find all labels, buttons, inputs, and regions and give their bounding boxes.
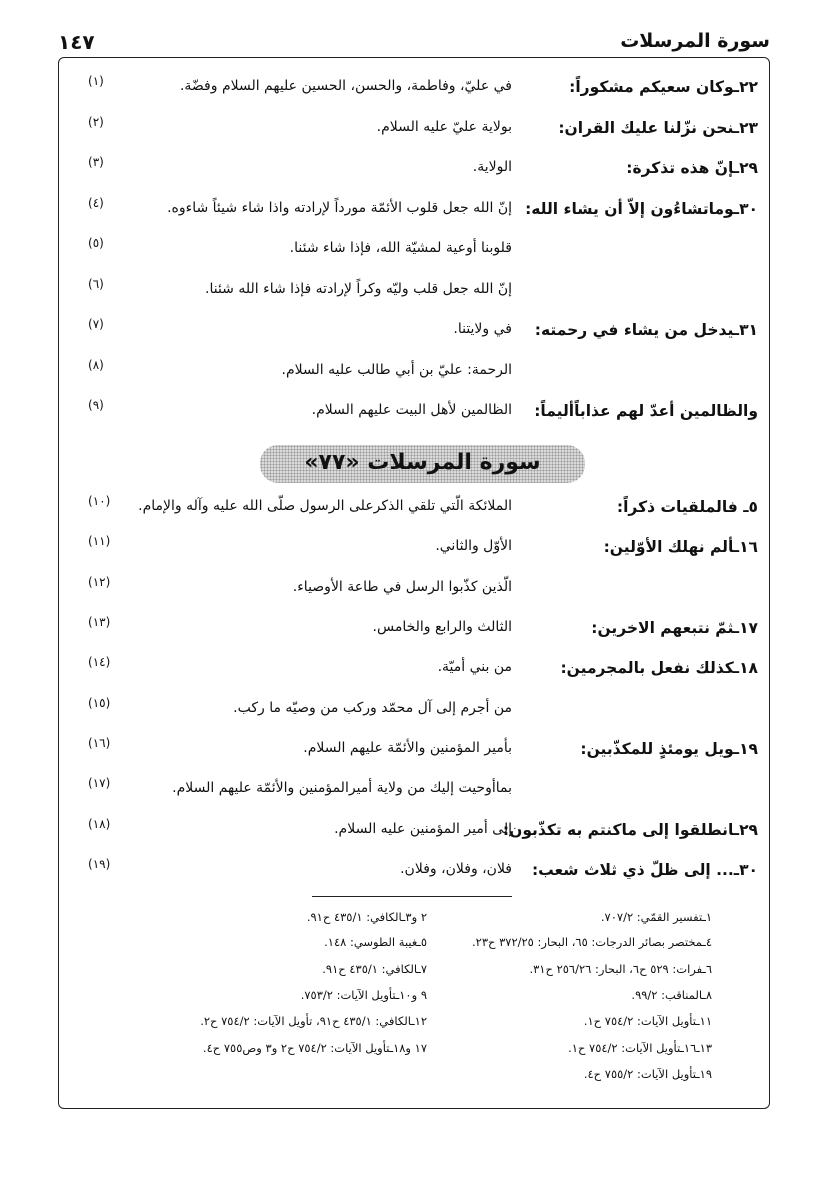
footnote-ref: (١٦) [88,736,111,750]
verse-label: ١٨ـكذلك نفعل بالمجرمين: [560,659,758,677]
footnote: ٧ـالكافي: ٤٣٥/١ ح٩١. [322,962,427,976]
table-row [58,732,770,768]
table-row [58,611,770,647]
footnote-ref: (٦) [88,277,104,291]
footnote-ref: (١٨) [88,817,111,831]
footnote-ref: (٣) [88,155,104,169]
table-row [58,273,770,309]
footnote-ref: (٧) [88,317,104,331]
table-row [58,232,770,268]
page-title: سورة المرسلات [620,30,770,52]
footnote-ref: (٢) [88,115,104,129]
table-row [58,111,770,147]
surah-title: سورة المرسلات «٧٧» [304,450,541,475]
verse-commentary: إلى أمير المؤمنين عليه السلام. [334,821,512,837]
verse-label: ٣٠ـ... إلى ظلّ ذي ثلاث شعب: [531,861,758,879]
footnote-ref: (١٧) [88,776,111,790]
footnote-ref: (١٣) [88,615,111,629]
verse-commentary: إنّ الله جعل قلب وليّه وكراً لإرادته فإذا شاء الله شئنا. [205,281,512,297]
footnote: ١٩ـتأويل الآيات: ٧٥٥/٢ ح٤. [583,1067,712,1081]
page-number: ١٤٧ [58,30,95,54]
table-row [58,313,770,349]
verse-label: ٢٩ـانطلقوا إلى ماكنتم به تكذّبون: [502,821,758,839]
table-row [58,692,770,728]
verse-label: ١٧ـثمّ نتبعهم الاخرين: [591,619,758,637]
table-row [58,394,770,430]
verse-commentary: من بني أميّة. [437,659,512,675]
verse-commentary: من أجرم إلى آل محمّد وركب من وصيّه ما ركب. [233,700,512,716]
footnote: ١٢ـالكافي: ٤٣٥/١ ح٩١، تأويل الآيات: ٧٥٤/٢ ح٢. [200,1014,427,1028]
footnote-ref: (١٩) [88,857,111,871]
footnote: ٨ـالمناقب: ٩٩/٢. [631,988,712,1002]
table-row [58,772,770,808]
footnote: ٦ـفرات: ٥٢٩ ح٦، البحار: ٢٥٦/٢٦ ح٣١. [529,962,712,976]
verse-commentary: الأوّل والثاني. [435,538,512,554]
footnote: ٩ و١٠ـتأويل الآيات: ٧٥٣/٢. [300,988,427,1002]
verse-commentary: فلان، وفلان، وفلان. [400,861,512,877]
verse-commentary: قلوبنا أوعية لمشيّة الله، فإذا شاء شئنا. [289,240,512,256]
verse-label: ١٦ـألم نهلك الأوّلين: [603,538,758,556]
footnote-ref: (١١) [88,534,111,548]
verse-commentary: بأمير المؤمنين والأئمّة عليهم السلام. [303,740,512,756]
verse-commentary: الثالث والرابع والخامس. [372,619,512,635]
verse-label: ٣١ـيدخل من يشاء في رحمته: [534,321,758,339]
verse-label: ١٩ـويل يومئذٍ للمكذّبين: [580,740,758,758]
footnote: ١٧ و١٨ـتأويل الآيات: ٧٥٤/٢ ح٢ و٣ وص٧٥٥ ح٤. [202,1041,427,1055]
footnote-separator [312,896,512,897]
footnote-ref: (١٤) [88,655,111,669]
table-row [58,651,770,687]
table-row [58,571,770,607]
footnote: ١١ـتأويل الآيات: ٧٥٤/٢ ح١. [583,1014,712,1028]
table-row [58,151,770,187]
table-row [58,490,770,526]
footnote-ref: (٩) [88,398,104,412]
verse-commentary: الولاية. [472,159,512,175]
footnote-ref: (١) [88,74,104,88]
footnote-ref: (١٠) [88,494,111,508]
footnote: ٢ و٣ـالكافي: ٤٣٥/١ ح٩١. [306,910,427,924]
verse-label: ٢٢ـوكان سعيكم مشكوراً: [569,78,758,96]
footnote: ١ـتفسير القمّي: ٧٠٧/٢. [600,910,712,924]
verse-commentary: الملائكة الّتي تلقي الذكرعلى الرسول صلّى الله عليه وآله والإمام. [138,498,512,514]
verse-commentary: بولاية عليّ عليه السلام. [376,119,512,135]
table-row [58,192,770,228]
table-row [58,70,770,106]
footnote-ref: (٥) [88,236,104,250]
verse-label: ٣٠ـوماتشاءُون إلاّ أن يشاء الله: [525,200,758,218]
verse-commentary: بماأوحيت إليك من ولاية أميرالمؤمنين والأئمّة عليهم السلام. [172,780,512,796]
verse-label: والظالمين أعدّ لهم عذاباًأليماً: [534,402,758,420]
surah-title-banner [260,445,585,483]
page-header [58,28,770,58]
verse-commentary: الرحمة: عليّ بن أبي طالب عليه السلام. [281,362,512,378]
footnote: ٥ـغيبة الطوسي: ١٤٨. [324,935,427,949]
verse-label: ٥ـ فالملقيات ذكراً: [616,498,758,516]
verse-label: ٢٩ـإنّ هذه تذكرة: [626,159,758,177]
footnote-ref: (١٢) [88,575,111,589]
table-row [58,354,770,390]
footnote-ref: (٨) [88,358,104,372]
verse-commentary: الّذين كذّبوا الرسل في طاعة الأوصياء. [292,579,512,595]
verse-commentary: الظالمين لأهل البيت عليهم السلام. [311,402,512,418]
footnote-ref: (٤) [88,196,104,210]
table-row [58,813,770,849]
footnote: ٤ـمختصر بصائر الدرجات: ٦٥، البحار: ٣٧٢/٢٥ ح٢٣. [471,935,712,949]
table-row [58,530,770,566]
footnote-ref: (١٥) [88,696,111,710]
verse-commentary: في عليّ، وفاطمة، والحسن، الحسين عليهم السلام وفضّة. [179,78,512,94]
table-row [58,853,770,889]
footnote: ١٣ـ١٦ـتأويل الآيات: ٧٥٤/٢ ح١. [568,1041,712,1055]
verse-commentary: في ولايتنا. [453,321,512,337]
verse-commentary: إنّ الله جعل قلوب الأئمّة مورداً لإرادته واذا شاء شيئاً شاءوه. [167,200,512,216]
verse-label: ٢٣ـنحن نزّلنا عليك القران: [558,119,758,137]
